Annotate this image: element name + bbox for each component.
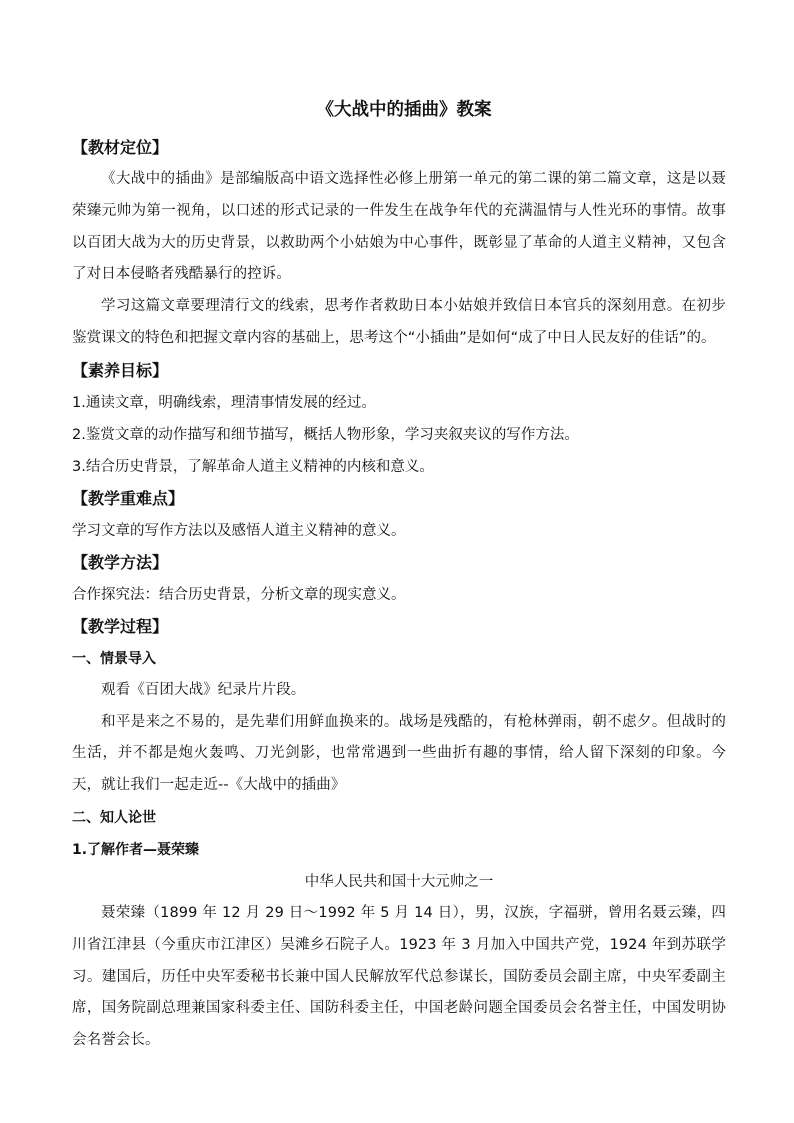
section-heading-process: 【教学过程】: [72, 616, 169, 636]
process-part1-paragraph-2: 和平是来之不易的，是先辈们用鲜血换来的。战场是残酷的，有枪林弹雨，朝不虑夕。但战时的生活，并不都是炮火轰鸣、刀光剑影，也常常遇到一些曲折有趣的事情，给人留下深刻的印象。今天，就让我们一起走近--《大战中的插曲》: [72, 713, 726, 794]
process-part1-paragraph-1: 观看《百团大战》纪录片片段。: [101, 681, 306, 698]
document-page: [72, 96, 726, 1057]
document-title: 《大战中的插曲》教案: [316, 100, 492, 120]
goal-item-3: 3.结合历史背景，了解革命人道主义精神的内核和意义。: [72, 458, 434, 475]
methods-text: 合作探究法：结合历史背景，分析文章的现实意义。: [72, 586, 406, 603]
process-part1-heading: 一、情景导入: [72, 650, 156, 667]
section-heading-methods: 【教学方法】: [72, 552, 169, 572]
section-heading-goals: 【素养目标】: [72, 360, 169, 380]
process-part2-subheading: 1.了解作者—聂荣臻: [72, 841, 200, 858]
positioning-paragraph-1: 《大战中的插曲》是部编版高中语文选择性必修上册第一单元的第二课的第二篇文章，这是以聂荣臻元帅为第一视角，以口述的形式记录的一件发生在战争年代的充满温情与人性光环的事情。故事以百团大战为大的历史背景，以救助两个小姑娘为中心事件，既彰显了革命的人道主义精神，又包含了对日本侵略者残酷暴行的控诉。: [72, 171, 726, 283]
positioning-paragraph-2: 学习这篇文章要理清行文的线索，思考作者救助日本小姑娘并致信日本官兵的深刻用意。在初步鉴赏课文的特色和把握文章内容的基础上，思考这个“小插曲”是如何“成了中日人民友好的佳话”的。: [72, 298, 726, 346]
keypoints-text: 学习文章的写作方法以及感悟人道主义精神的意义。: [72, 522, 406, 539]
section-heading-positioning: 【教材定位】: [72, 138, 169, 157]
process-part2-heading: 二、知人论世: [72, 809, 156, 826]
author-caption: 中华人民共和国十大元帅之一: [304, 873, 494, 890]
author-bio-paragraph: 聂荣臻（1899 年 12 月 29 日～1992 年 5 月 14 日），男，汉族，字福骈，曾用名聂云臻，四川省江津县（今重庆市江津区）吴滩乡石院子人。1923 年 3 月加入中国共产党，1924 年到苏联学习。建国后，历任中央军委秘书长兼中国人民解放军代总参谋长，国防委员会副主席，中央军委副主席，国务院副总理兼国家科委主任、国防科委主任，中国老龄问题全国委员会名誉主任，中国发明协会名誉会长。: [72, 904, 726, 1049]
goal-item-2: 2.鉴赏文章的动作描写和细节描写，概括人物形象，学习夹叙夹议的写作方法。: [72, 426, 579, 443]
goal-item-1: 1.通读文章，明确线索，理清事情发展的经过。: [72, 394, 376, 411]
section-heading-keypoints: 【教学重难点】: [72, 488, 185, 508]
